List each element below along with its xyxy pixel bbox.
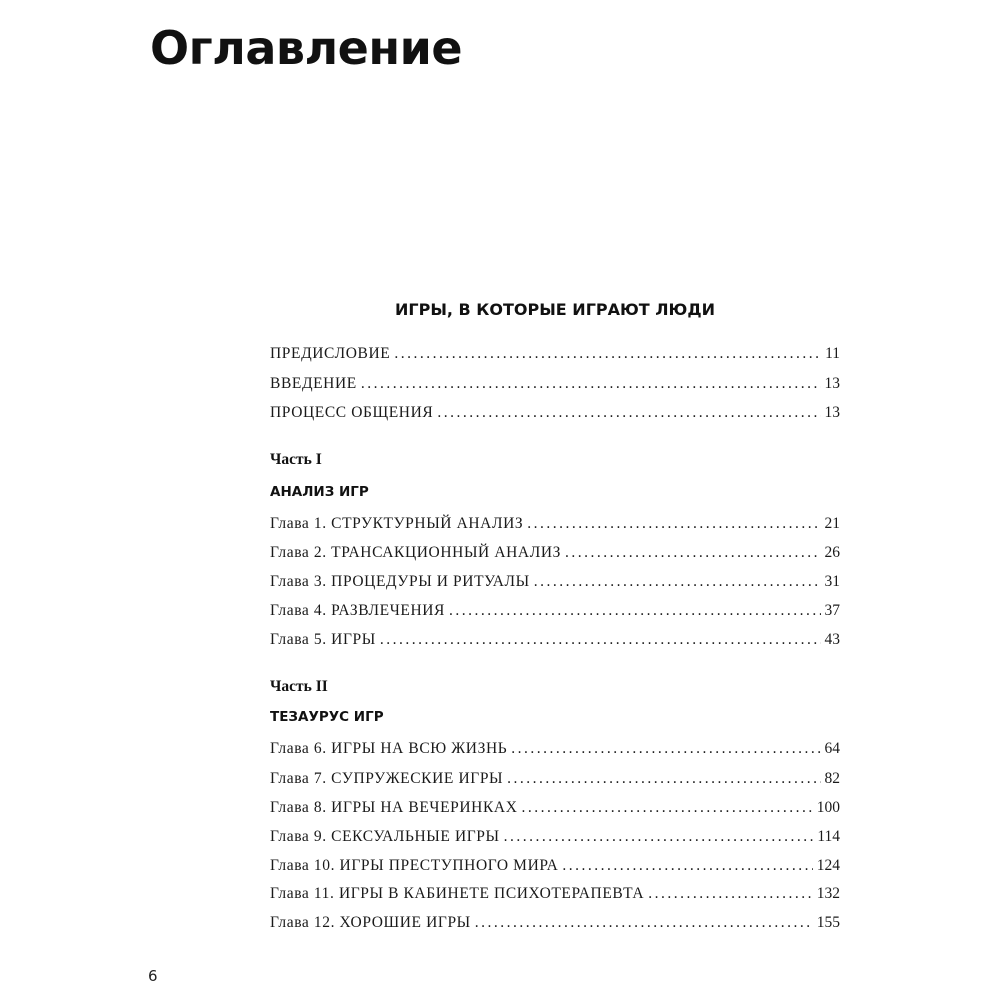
book-title: ИГРЫ, В КОТОРЫЕ ИГРАЮТ ЛЮДИ (395, 300, 715, 319)
page-number: 6 (148, 967, 158, 985)
toc-entry-chapter-9[interactable] (270, 825, 840, 849)
toc-entry-chapter-3[interactable] (270, 570, 840, 594)
dot-leader (380, 628, 821, 652)
toc-entry-label: Глава 9. СЕКСУАЛЬНЫЕ ИГРЫ (270, 828, 500, 845)
toc-entry-label: Глава 2. ТРАНСАКЦИОННЫЙ АНАЛИЗ (270, 544, 561, 561)
toc-entry-page: 13 (824, 375, 840, 392)
toc-entry-page: 26 (824, 544, 840, 561)
toc-entry-communication[interactable] (270, 401, 840, 425)
toc-entry-label: Глава 6. ИГРЫ НА ВСЮ ЖИЗНЬ (270, 740, 508, 757)
toc-entry-page: 11 (825, 345, 840, 362)
toc-entry-page: 37 (824, 602, 840, 619)
toc-entry-page: 82 (824, 770, 840, 787)
dot-leader (522, 796, 813, 820)
toc-entry-label: Глава 1. СТРУКТУРНЫЙ АНАЛИЗ (270, 515, 524, 532)
toc-entry-chapter-10[interactable] (270, 854, 840, 878)
toc-entry-label: ВВЕДЕНИЕ (270, 375, 357, 392)
toc-entry-page: 64 (824, 740, 840, 757)
toc-entry-chapter-12[interactable] (270, 911, 840, 935)
dot-leader (565, 541, 821, 565)
toc-entry-label: Глава 10. ИГРЫ ПРЕСТУПНОГО МИРА (270, 857, 559, 874)
toc-entry-label: Глава 5. ИГРЫ (270, 631, 376, 648)
toc-entry-page: 31 (824, 573, 840, 590)
dot-leader (648, 882, 813, 906)
toc-entry-chapter-8[interactable] (270, 796, 840, 820)
toc-entry-label: Глава 7. СУПРУЖЕСКИЕ ИГРЫ (270, 770, 504, 787)
dot-leader (361, 372, 821, 396)
toc-entry-chapter-1[interactable] (270, 512, 840, 536)
part-1-label: Часть I (270, 451, 322, 468)
part-2-label: Часть II (270, 678, 328, 695)
toc-entry-chapter-2[interactable] (270, 541, 840, 565)
toc-entry-preface[interactable] (270, 342, 840, 366)
part-1-title: АНАЛИЗ ИГР (270, 484, 369, 500)
dot-leader (511, 737, 820, 761)
toc-entry-page: 100 (816, 799, 840, 816)
toc-entry-chapter-11[interactable] (270, 882, 840, 906)
dot-leader (527, 512, 820, 536)
toc-entry-label: Глава 3. ПРОЦЕДУРЫ И РИТУАЛЫ (270, 573, 530, 590)
part-2-title: ТЕЗАУРУС ИГР (270, 709, 384, 725)
toc-entry-label: ПРЕДИСЛОВИЕ (270, 345, 391, 362)
dot-leader (449, 599, 821, 623)
dot-leader (507, 767, 820, 791)
toc-entry-chapter-5[interactable] (270, 628, 840, 652)
toc-entry-page: 43 (824, 631, 840, 648)
dot-leader (562, 854, 812, 878)
toc-entry-chapter-7[interactable] (270, 767, 840, 791)
toc-entry-page: 132 (816, 885, 840, 902)
toc-entry-label: Глава 12. ХОРОШИЕ ИГРЫ (270, 914, 471, 931)
toc-entry-chapter-6[interactable] (270, 737, 840, 761)
toc-entry-page: 155 (816, 914, 840, 931)
toc-entry-page: 13 (824, 404, 840, 421)
toc-entry-label: Глава 8. ИГРЫ НА ВЕЧЕРИНКАХ (270, 799, 518, 816)
dot-leader (475, 911, 813, 935)
toc-entry-page: 114 (817, 828, 840, 845)
toc-entry-page: 124 (816, 857, 840, 874)
dot-leader (534, 570, 821, 594)
page-title: Оглавление (150, 21, 463, 75)
toc-entry-label: Глава 4. РАЗВЛЕЧЕНИЯ (270, 602, 445, 619)
toc-entry-introduction[interactable] (270, 372, 840, 396)
dot-leader (504, 825, 814, 849)
dot-leader (394, 342, 821, 366)
dot-leader (437, 401, 820, 425)
toc-entry-chapter-4[interactable] (270, 599, 840, 623)
toc-entry-label: Глава 11. ИГРЫ В КАБИНЕТЕ ПСИХОТЕРАПЕВТА (270, 885, 645, 902)
toc-entry-page: 21 (824, 515, 840, 532)
toc-entry-label: ПРОЦЕСС ОБЩЕНИЯ (270, 404, 434, 421)
